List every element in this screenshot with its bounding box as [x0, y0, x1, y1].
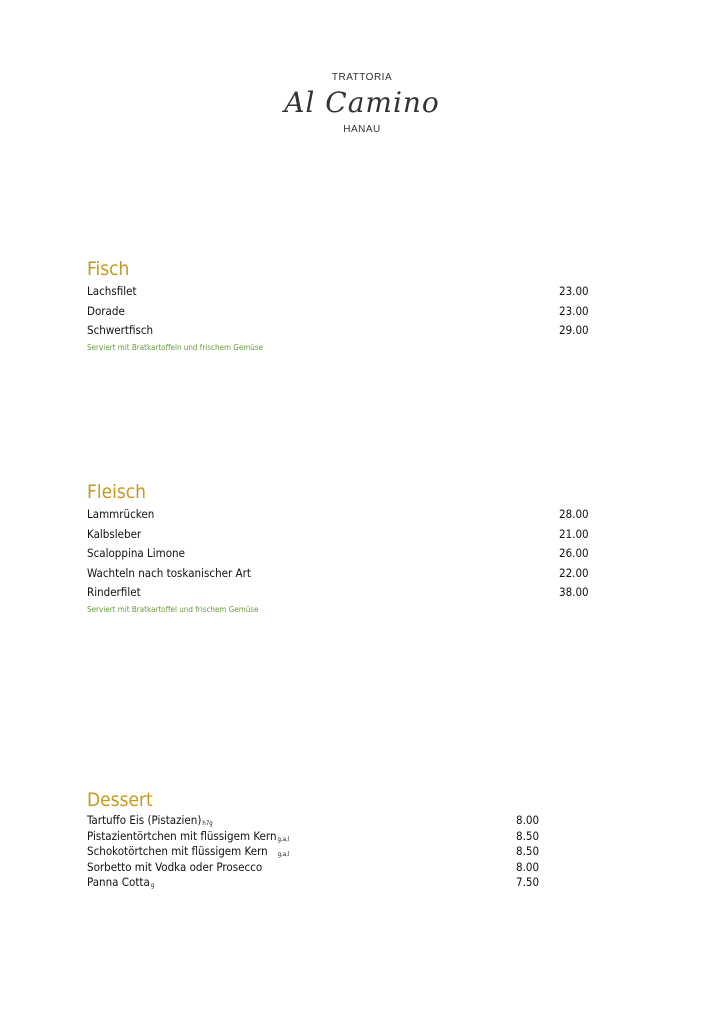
menu-item: [87, 544, 589, 564]
menu-item: [87, 875, 540, 891]
allergen-code: g,a,l: [277, 851, 290, 858]
menu-item-name-text: Pistazientörtchen mit flüssigem Kern: [87, 828, 277, 843]
menu-item: [87, 321, 589, 341]
menu-item: [87, 813, 540, 829]
menu-item-name: Kalbsleber: [87, 526, 142, 541]
menu-item-name-text: Sorbetto mit Vodka oder Prosecco: [87, 859, 263, 874]
menu-item-price: 7.50: [516, 875, 540, 889]
menu-item-name: Wachteln nach toskanischer Art: [87, 565, 251, 580]
allergen-code: h7g: [202, 820, 213, 827]
allergen-code: g: [150, 882, 155, 889]
menu-item: [87, 564, 589, 584]
menu-item-name: Lachsfilet: [87, 284, 137, 298]
menu-item-price: 28.00: [559, 507, 589, 521]
menu-item-name: [87, 875, 154, 894]
menu-item-name: Scaloppina Limone: [87, 546, 185, 560]
section-fleisch: [87, 480, 589, 614]
menu-item-price: 26.00: [559, 546, 589, 560]
menu-item-price: 8.00: [516, 859, 540, 874]
menu-item-name-text: Schokotörtchen mit flüssigem Kern: [87, 844, 268, 858]
menu-item-name-text: Tartuffo Eis (Pistazien): [87, 813, 202, 827]
section-note-fisch: Serviert mit Bratkartoffeln und frischem Gemüse: [87, 342, 264, 352]
menu-item-price: 8.50: [516, 844, 540, 858]
menu-item-price: 22.00: [559, 565, 589, 580]
menu-item: [87, 844, 540, 860]
restaurant-logo: Al Camino: [284, 86, 440, 119]
menu-item-price: 38.00: [559, 585, 589, 599]
restaurant-type-label: TRATTORIA: [331, 72, 393, 83]
section-title-fisch: Fisch: [87, 258, 130, 280]
menu-item-price: 29.00: [559, 323, 589, 337]
section-note-fleisch: Serviert mit Bratkartoffel und frischem Gemüse: [87, 604, 259, 614]
menu-item-name-text: Panna Cotta: [87, 875, 150, 889]
menu-item-price: 23.00: [559, 284, 589, 298]
section-dessert: [87, 788, 540, 891]
menu-item-price: 8.50: [516, 828, 540, 843]
restaurant-city-label: HANAU: [343, 124, 381, 135]
menu-item: [87, 583, 589, 603]
section-title-fleisch: Fleisch: [87, 481, 146, 503]
menu-item-price: 8.00: [516, 813, 540, 827]
menu-item-name: Schwertfisch: [87, 323, 154, 337]
section-fisch: [87, 257, 589, 352]
menu-item: [87, 525, 589, 545]
menu-item: [87, 859, 540, 876]
menu-item: [87, 828, 540, 845]
menu-item-name: Lammrücken: [87, 507, 155, 521]
menu-item: [87, 505, 589, 525]
menu-item-price: 21.00: [559, 526, 589, 541]
menu-item: [87, 282, 589, 302]
allergen-code: g,a,l: [277, 835, 290, 843]
section-title-dessert: Dessert: [87, 789, 153, 811]
menu-item-name: Rinderfilet: [87, 585, 141, 599]
menu-item: [87, 302, 589, 322]
menu-item-price: 23.00: [559, 303, 589, 318]
menu-item-name: Dorade: [87, 303, 125, 318]
